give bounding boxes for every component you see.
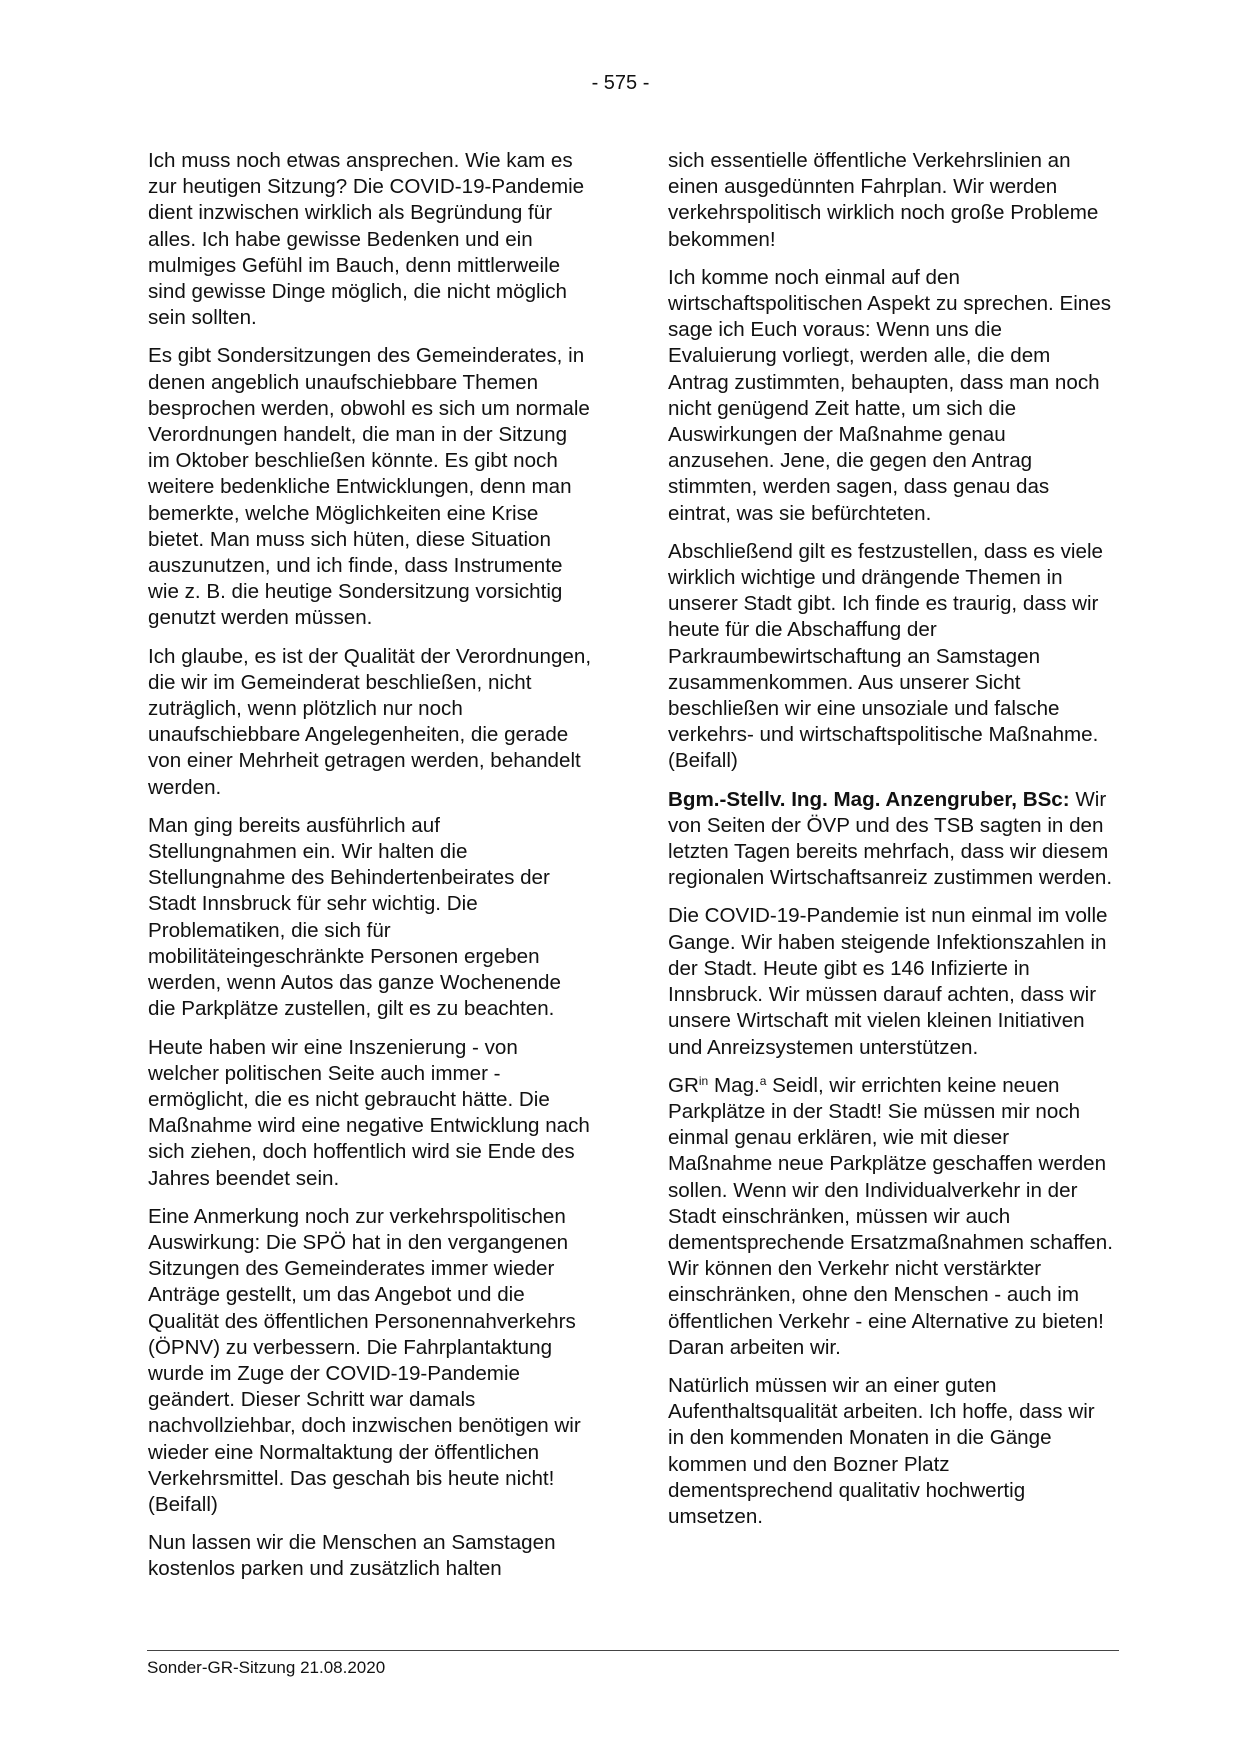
paragraph: Ich muss noch etwas ansprechen. Wie kam es zur heutigen Sitzung? Die COVID-19-Pandemie dient inzwischen wirklich als Begründung für alles. Ich habe gewisse Bedenken und ein mulmiges Gefühl im Bauch, denn mittlerweile sind gewisse Dinge möglich, die nicht möglich sein sollten. [148, 149, 585, 330]
paragraph: Ich komme noch einmal auf den wirtschaftspolitischen Aspekt zu sprechen. Eines sage ich Euch voraus: Wenn uns die Evaluierung vorliegt, werden alle, die dem Antrag zustimmten, behaupten, dass man noch nicht genügend Zeit hatte, um sich die Auswirkungen der Maßnahme genau anzusehen. Jene, die gegen den Antrag stimmten, werden sagen, dass genau das eintrat, was sie befürchteten. [668, 265, 1111, 525]
speaker-paragraph [668, 787, 1113, 892]
paragraph-text: Seidl, wir errichten keine neuen Parkplätze in der Stadt! Sie müssen mir noch einmal genau erklären, wie mit dieser Maßnahme neue Parkplätze geschaffen werden sollen. Wenn wir den Individualverkehr in der Stadt einschränken, müssen wir auch dementsprechende Ersatzmaßnahmen schaffen. Wir können den Verkehr nicht verstärkter einschränken, ohne den Menschen - auch im öffentlichen Verkehr - eine Alternative zu bieten! Daran arbeiten wir. [668, 1073, 1113, 1359]
paragraph: Man ging bereits ausführlich auf Stellungnahmen ein. Wir halten die Stellungnahme des Behindertenbeirates der Stadt Innsbruck für sehr wichtig. Die Problematiken, die sich für mobilitäteingeschränkte Personen ergeben werden, wenn Autos das ganze Wochenende die Parkplätze zustellen, gilt es zu beachten. [148, 813, 561, 1021]
footer-divider [147, 1650, 1119, 1651]
paragraph: Es gibt Sondersitzungen des Gemeinderates, in denen angeblich unaufschiebbare Themen besprochen werden, obwohl es sich um normale Verordnungen handelt, die man in der Sitzung im Oktober beschließen könnte. Es gibt noch weitere bedenkliche Entwicklungen, denn man bemerkte, welche Möglichkeiten eine Krise bietet. Man muss sich hüten, diese Situation auszunutzen, und ich finde, dass Instrumente wie z. B. die heutige Sondersitzung vorsichtig genutzt werden müssen. [148, 344, 590, 630]
title-suffix: a [759, 1073, 767, 1088]
left-column [148, 148, 593, 1595]
paragraph: Heute haben wir eine Inszenierung - von welcher politischen Seite auch immer - ermöglicht, die es nicht gebraucht hätte. Die Maßnahme wird eine negative Entwicklung nach sich ziehen, doch hoffentlich wird sie Ende des Jahres beendet sein. [148, 1035, 590, 1190]
page-number: - 575 - [591, 72, 650, 94]
speaker-name: Bgm.-Stellv. Ing. Mag. Anzengruber, BSc: [668, 787, 1070, 811]
title-mag: Mag. [708, 1073, 760, 1097]
paragraph: Ich glaube, es ist der Qualität der Verordnungen, die wir im Gemeinderat beschließen, nicht zuträglich, wenn plötzlich nur noch unaufschiebbare Angelegenheiten, die gerade von einer Mehrheit getragen werden, behandelt werden. [148, 644, 592, 799]
title-suffix: in [698, 1073, 709, 1088]
title-gr: GR [668, 1073, 699, 1097]
right-column [668, 148, 1113, 1542]
paragraph: sich essentielle öffentliche Verkehrslinien an einen ausgedünnten Fahrplan. Wir werden verkehrspolitisch wirklich noch große Probleme bekommen! [668, 149, 1099, 251]
paragraph: Die COVID-19-Pandemie ist nun einmal im volle Gange. Wir haben steigende Infektionszahlen in der Stadt. Heute gibt es 146 Infizierte in Innsbruck. Wir müssen darauf achten, dass wir unsere Wirtschaft mit vielen kleinen Initiativen und Anreizsystemen unterstützen. [668, 904, 1108, 1059]
paragraph: Abschließend gilt es festzustellen, dass es viele wirklich wichtige und drängende Themen in unserer Stadt gibt. Ich finde es traurig, dass wir heute für die Abschaffung der Parkraumbewirtschaftung an Samstagen zusammenkommen. Aus unserer Sicht beschließen wir eine unsoziale und falsche verkehrs- und wirtschaftspolitische Maßnahme. (Beifall) [668, 539, 1103, 773]
footer-text: Sonder-GR-Sitzung 21.08.2020 [147, 1658, 386, 1677]
paragraph [668, 1073, 1113, 1361]
speaker-text: Wir von Seiten der ÖVP und des TSB sagten in den letzten Tagen bereits mehrfach, dass wir diesem regionalen Wirtschaftsanreiz zustimmen werden. [668, 787, 1113, 890]
paragraph: Eine Anmerkung noch zur verkehrspolitischen Auswirkung: Die SPÖ hat in den vergangenen Sitzungen des Gemeinderates immer wieder Anträge gestellt, um das Angebot und die Qualität des öffentlichen Personennahverkehrs (ÖPNV) zu verbessern. Die Fahrplantaktung wurde im Zuge der COVID-19-Pandemie geändert. Dieser Schritt war damals nachvollziehbar, doch inzwischen benötigen wir wieder eine Normaltaktung der öffentlichen Verkehrsmittel. Das geschah bis heute nicht! (Beifall) [148, 1204, 581, 1516]
paragraph: Natürlich müssen wir an einer guten Aufenthaltsqualität arbeiten. Ich hoffe, dass wir in den kommenden Monaten in die Gänge kommen und den Bozner Platz dementsprechend qualitativ hochwertig umsetzen. [668, 1373, 1095, 1528]
paragraph: Nun lassen wir die Menschen an Samstagen kostenlos parken und zusätzlich halten [148, 1531, 556, 1581]
